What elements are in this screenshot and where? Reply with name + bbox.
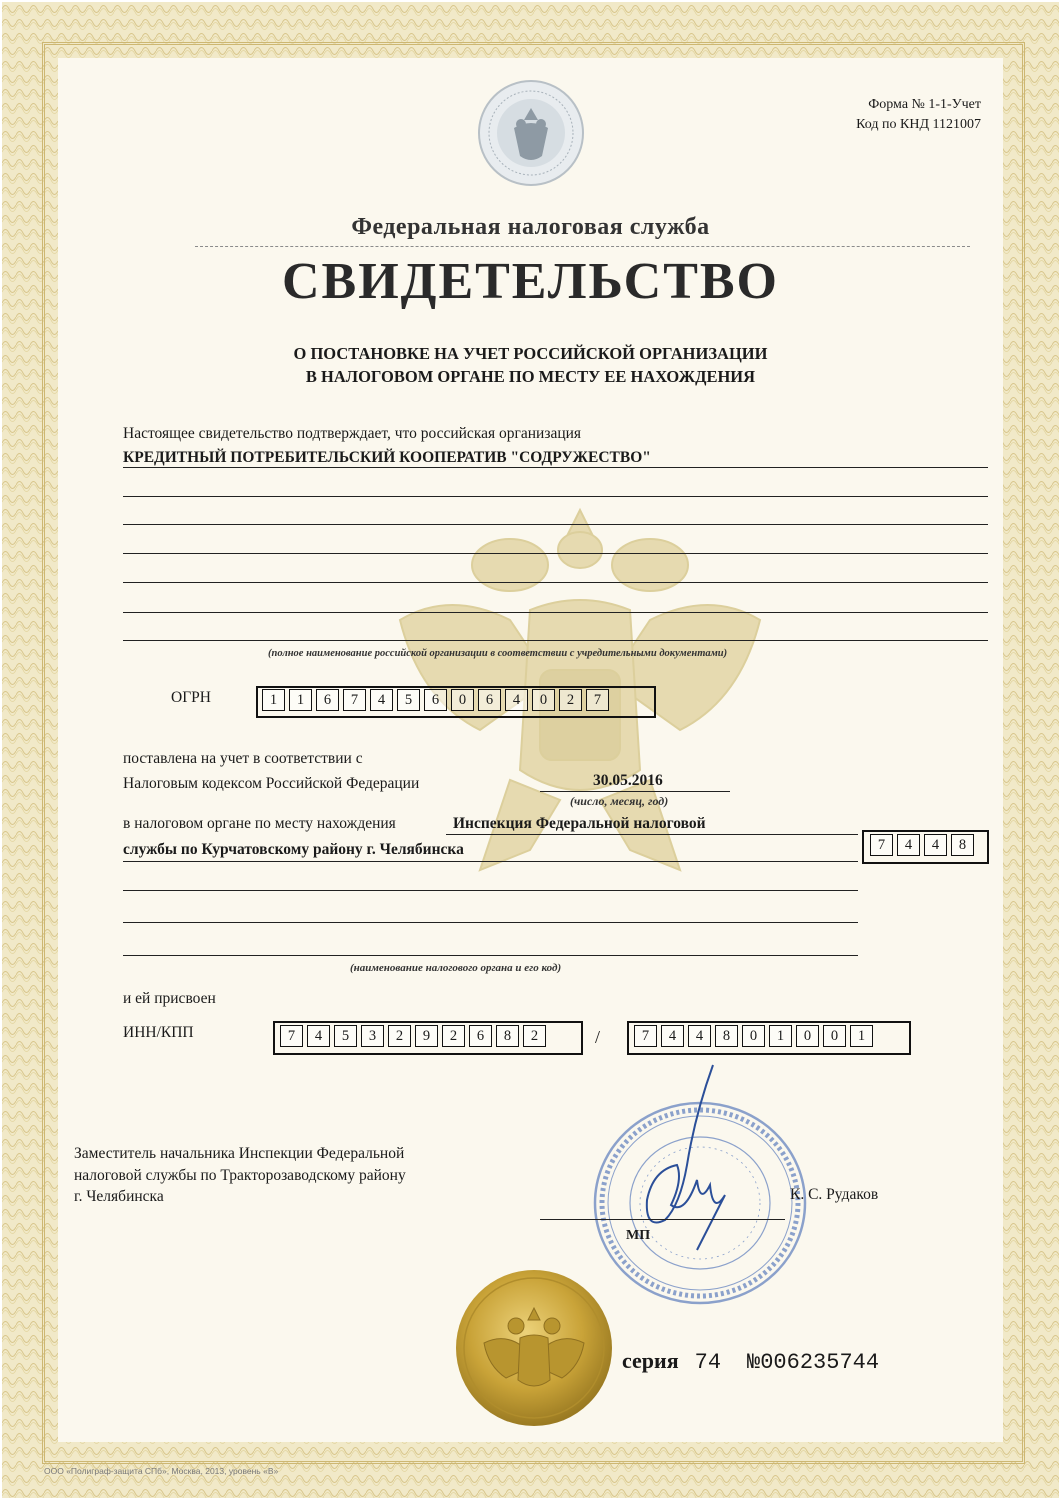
subtitle-line: В НАЛОГОВОМ ОРГАНЕ ПО МЕСТУ ЕЕ НАХОЖДЕНИЯ [305, 367, 756, 387]
assigned-text: и ей присвоен [123, 990, 216, 1007]
office-line [123, 955, 858, 956]
date-line [540, 791, 730, 792]
kpp-digit: 8 [715, 1025, 738, 1047]
inn-kpp-separator: / [595, 1027, 601, 1047]
inn-digit: 2 [523, 1025, 546, 1047]
name-line [123, 496, 988, 497]
name-line [123, 582, 988, 583]
organization-caption: (полное наименование российской организации в соответствии с учредительными документами) [268, 648, 728, 659]
tax-office-code [870, 834, 978, 856]
kpp-digit: 7 [634, 1025, 657, 1047]
ogrn-digit: 4 [370, 689, 393, 711]
ogrn-digit: 0 [451, 689, 474, 711]
inn-digit: 2 [388, 1025, 411, 1047]
ogrn-label: ОГРН [171, 689, 211, 706]
inn-digit: 8 [496, 1025, 519, 1047]
form-number [856, 95, 981, 136]
office-line [123, 922, 858, 923]
ogrn-digit: 1 [262, 689, 285, 711]
intro-text: Настоящее свидетельство подтверждает, что российская организация [123, 425, 582, 442]
kpp-digits [634, 1025, 877, 1047]
inn-digit: 6 [469, 1025, 492, 1047]
organization-name: КРЕДИТНЫЙ ПОТРЕБИТЕЛЬСКИЙ КООПЕРАТИВ "СОДРУЖЕСТВО" [123, 449, 651, 466]
kpp-digit: 0 [796, 1025, 819, 1047]
tax-office-prefix: в налоговом органе по месту нахождения [123, 815, 396, 832]
series-number: №006235744 [747, 1350, 880, 1375]
printer-imprint: ООО «Полиграф-защита СПб», Москва, 2013, уровень «В» [44, 1466, 279, 1476]
office-caption: (наименование налогового органа и его код) [350, 962, 562, 974]
ogrn-digit: 6 [316, 689, 339, 711]
inn-digit: 4 [307, 1025, 330, 1047]
inn-digit: 5 [334, 1025, 357, 1047]
registration-text: поставлена на учет в соответствии с [123, 750, 363, 767]
document-title: СВИДЕТЕЛЬСТВО [281, 253, 780, 310]
position-line: г. Челябинска [74, 1188, 164, 1206]
document-subtitle [0, 342, 1061, 388]
office-line [446, 834, 858, 835]
series-label: серия [622, 1348, 679, 1373]
signatory-position [74, 1143, 406, 1208]
office-code-digit: 8 [951, 834, 974, 856]
position-line: налоговой службы по Тракторозаводскому району [74, 1166, 406, 1184]
gold-seal-icon [454, 1268, 614, 1428]
knd-code: Код по КНД 1121007 [856, 117, 981, 133]
agency-underline [195, 246, 970, 247]
inn-digit: 3 [361, 1025, 384, 1047]
kpp-digit: 4 [661, 1025, 684, 1047]
seal-place-label: МП [626, 1228, 651, 1243]
ogrn-digit: 1 [289, 689, 312, 711]
series-region: 74 [694, 1350, 722, 1375]
office-code-digit: 4 [924, 834, 947, 856]
kpp-digit: 1 [769, 1025, 792, 1047]
inn-digit: 2 [442, 1025, 465, 1047]
ogrn-digit: 0 [532, 689, 555, 711]
series-block [622, 1348, 879, 1375]
office-line [123, 890, 858, 891]
kpp-digit: 4 [688, 1025, 711, 1047]
inn-digit: 7 [280, 1025, 303, 1047]
office-code-digit: 4 [897, 834, 920, 856]
eagle-watermark [360, 470, 800, 900]
name-line [123, 467, 988, 468]
ogrn-digit: 2 [559, 689, 582, 711]
office-line [123, 861, 858, 862]
date-caption: (число, месяц, год) [570, 794, 669, 808]
tax-office-name-cont: службы по Курчатовскому району г. Челябинска [123, 841, 464, 858]
office-code-digit: 7 [870, 834, 893, 856]
inn-digits [280, 1025, 550, 1047]
hologram-emblem-icon [476, 78, 586, 188]
kpp-digit: 1 [850, 1025, 873, 1047]
name-line [123, 553, 988, 554]
tax-office-name: Инспекция Федеральной налоговой [453, 815, 706, 832]
kpp-digit: 0 [823, 1025, 846, 1047]
form-line: Форма № 1-1-Учет [868, 97, 981, 112]
ogrn-digits [262, 689, 613, 711]
inn-kpp-label: ИНН/КПП [123, 1024, 194, 1041]
name-line [123, 640, 988, 641]
subtitle-line: О ПОСТАНОВКЕ НА УЧЕТ РОССИЙСКОЙ ОРГАНИЗАЦИИ [293, 344, 768, 363]
name-line [123, 524, 988, 525]
ogrn-digit: 6 [478, 689, 501, 711]
signature-line [540, 1219, 785, 1220]
tax-code-text: Налоговым кодексом Российской Федерации [123, 775, 420, 792]
name-line [123, 612, 988, 613]
registration-date: 30.05.2016 [593, 772, 663, 789]
signatory-name: К. С. Рудаков [790, 1186, 879, 1203]
ogrn-digit: 7 [586, 689, 609, 711]
position-line: Заместитель начальника Инспекции Федеральной [74, 1145, 405, 1162]
ogrn-digit: 7 [343, 689, 366, 711]
agency-name: Федеральная налоговая служба [351, 214, 710, 240]
ogrn-digit: 5 [397, 689, 420, 711]
ogrn-digit: 4 [505, 689, 528, 711]
kpp-digit: 0 [742, 1025, 765, 1047]
ogrn-digit: 6 [424, 689, 447, 711]
inn-digit: 9 [415, 1025, 438, 1047]
